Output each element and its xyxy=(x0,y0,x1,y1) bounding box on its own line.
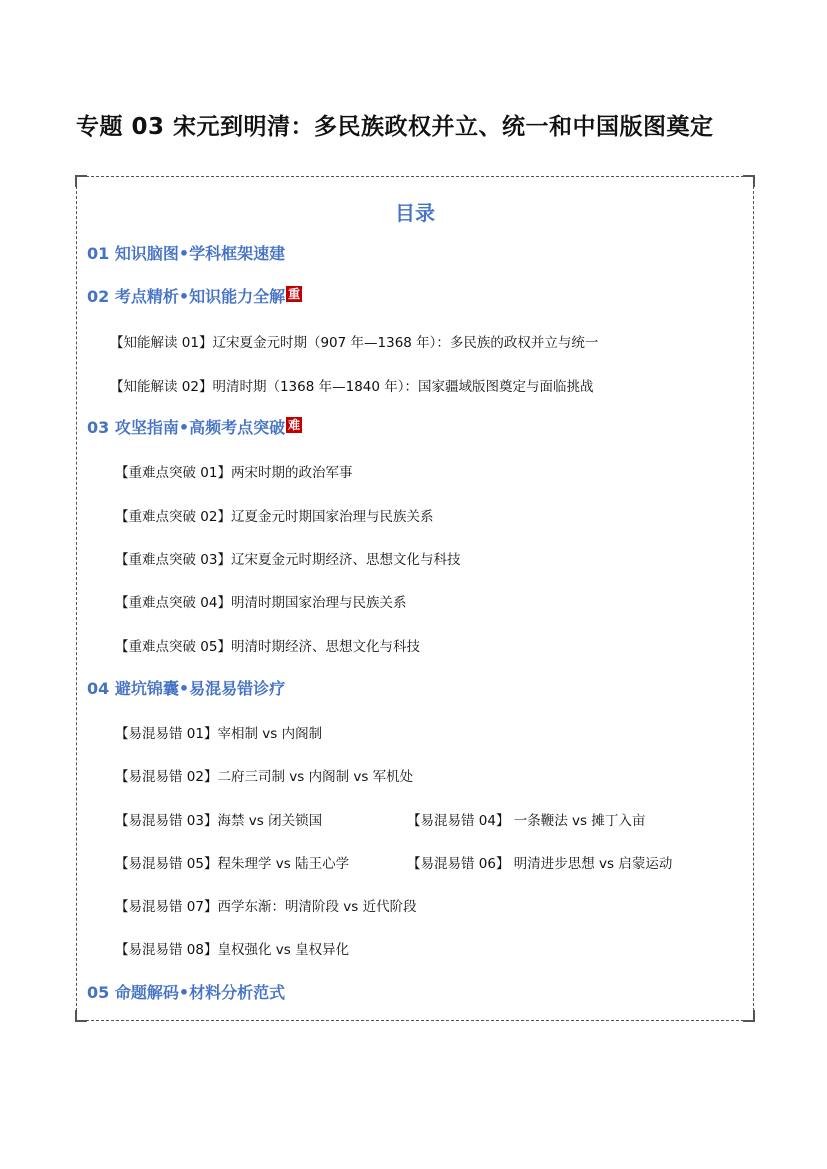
toc-item-knowledge-01[interactable]: 【知能解读 01】辽宋夏金元时期（907 年—1368 年）：多民族的政权并立与统一 xyxy=(110,335,599,351)
toc-heading: 目录 xyxy=(395,201,435,225)
toc-section-05[interactable] xyxy=(87,980,285,1003)
toc-section-01[interactable] xyxy=(87,241,285,264)
toc-item-confusion-03[interactable]: 【易混易错 03】海禁 vs 闭关锁国 xyxy=(115,813,323,829)
toc-item-confusion-01[interactable]: 【易混易错 01】宰相制 vs 内阁制 xyxy=(115,726,323,742)
toc-item-knowledge-02[interactable]: 【知能解读 02】明清时期（1368 年—1840 年）：国家疆域版图奠定与面临挑战 xyxy=(110,379,594,395)
toc-item-difficulty-03[interactable]: 【重难点突破 03】辽宋夏金元时期经济、思想文化与科技 xyxy=(115,552,461,568)
toc-section-label: 02 考点精析•知识能力全解 xyxy=(87,287,286,306)
toc-item-difficulty-05[interactable]: 【重难点突破 05】明清时期经济、思想文化与科技 xyxy=(115,639,420,655)
toc-section-label: 03 攻坚指南•高频考点突破 xyxy=(87,418,286,437)
toc-section-02[interactable] xyxy=(87,284,302,307)
difficulty-badge-hard: 难 xyxy=(288,418,301,432)
toc-item-difficulty-02[interactable]: 【重难点突破 02】辽夏金元时期国家治理与民族关系 xyxy=(115,509,434,525)
toc-section-label: 01 知识脑图•学科框架速建 xyxy=(87,244,286,263)
toc-item-confusion-07[interactable]: 【易混易错 07】西学东渐：明清阶段 vs 近代阶段 xyxy=(115,899,417,915)
corner-mark xyxy=(75,1010,87,1022)
toc-item-confusion-04[interactable]: 【易混易错 04】 一条鞭法 vs 摊丁入亩 xyxy=(407,813,646,829)
table-of-contents xyxy=(76,176,754,1021)
toc-section-label: 05 命题解码•材料分析范式 xyxy=(87,983,286,1002)
toc-section-label: 04 避坑锦囊•易混易错诊疗 xyxy=(87,679,286,698)
corner-mark xyxy=(743,175,755,187)
toc-item-confusion-02[interactable]: 【易混易错 02】二府三司制 vs 内阁制 vs 军机处 xyxy=(115,769,414,785)
toc-item-confusion-06[interactable]: 【易混易错 06】 明清进步思想 vs 启蒙运动 xyxy=(407,856,673,872)
toc-section-03[interactable] xyxy=(87,415,302,438)
corner-mark xyxy=(75,175,87,187)
toc-item-confusion-05[interactable]: 【易混易错 05】程朱理学 vs 陆王心学 xyxy=(115,856,350,872)
toc-section-04[interactable] xyxy=(87,676,285,699)
corner-mark xyxy=(743,1010,755,1022)
toc-item-difficulty-04[interactable]: 【重难点突破 04】明清时期国家治理与民族关系 xyxy=(115,595,407,611)
toc-item-confusion-08[interactable]: 【易混易错 08】皇权强化 vs 皇权异化 xyxy=(115,942,350,958)
page-title: 专题 03 宋元到明清：多民族政权并立、统一和中国版图奠定 xyxy=(76,114,714,140)
toc-item-difficulty-01[interactable]: 【重难点突破 01】两宋时期的政治军事 xyxy=(115,465,353,481)
difficulty-badge-key: 重 xyxy=(288,287,301,301)
